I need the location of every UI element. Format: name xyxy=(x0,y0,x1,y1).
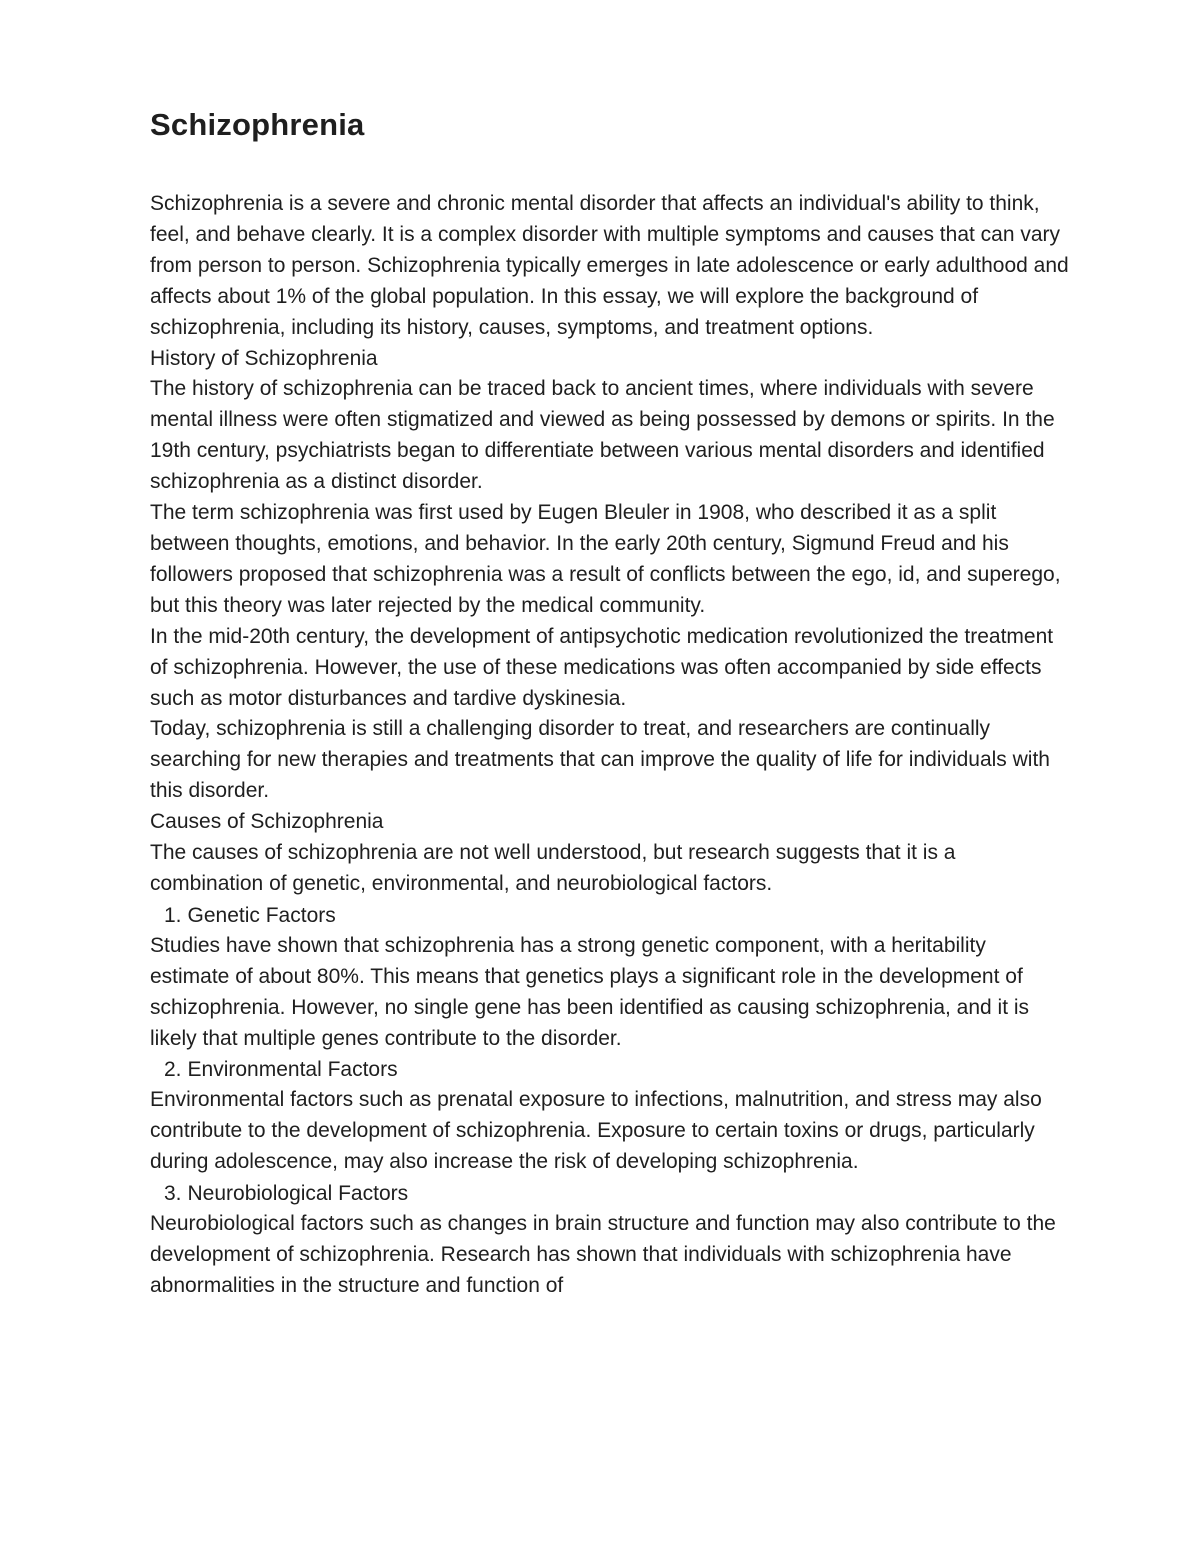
subheading-label: Genetic Factors xyxy=(187,903,336,927)
paragraph-history-today: Today, schizophrenia is still a challenging disorder to treat, and researchers are continually searching for new therapies and treatments that can improve the quality of life for individuals with this disorder. xyxy=(150,717,1050,803)
paragraph-environmental-factors: Environmental factors such as prenatal exposure to infections, malnutrition, and stress may also contribute to the development of schizophrenia. Exposure to certain toxins or drugs, particularly during adolescence, may also increase the risk of developing schizophrenia. xyxy=(150,1088,1042,1174)
subheading-label: Environmental Factors xyxy=(187,1058,398,1082)
list-number: 1. xyxy=(164,903,182,927)
subheading-label: Neurobiological Factors xyxy=(187,1182,409,1206)
paragraph-causes-intro: The causes of schizophrenia are not well understood, but research suggests that it is a combination of genetic, environmental, and neurobiological factors. xyxy=(150,841,956,895)
document-page xyxy=(150,102,1070,1302)
list-number: 2. xyxy=(164,1058,182,1082)
paragraph-history-mid-century: In the mid-20th century, the development of antipsychotic medication revolutionized the treatment of schizophrenia. However, the use of these medications was often accompanied by side effects such as motor disturbances and tardive dyskinesia. xyxy=(150,624,1054,710)
paragraph-history-ancient: The history of schizophrenia can be traced back to ancient times, where individuals with severe mental illness were often stigmatized and viewed as being possessed by demons or spirits. In the 19th century, psychiatrists began to differentiate between various mental disorders and identified schizophrenia as a distinct disorder. xyxy=(150,377,1055,494)
subheading-genetic-factors xyxy=(150,900,1070,931)
list-number: 3. xyxy=(164,1182,182,1206)
section-heading-history: History of Schizophrenia xyxy=(150,346,378,370)
subheading-environmental-factors xyxy=(150,1054,1070,1085)
section-heading-causes: Causes of Schizophrenia xyxy=(150,810,384,834)
document-title: Schizophrenia xyxy=(150,107,365,142)
paragraph-intro: Schizophrenia is a severe and chronic mental disorder that affects an individual's ability to think, feel, and behave clearly. It is a complex disorder with multiple symptoms and causes that can vary from person to person. Schizophrenia typically emerges in late adolescence or early adulthood and affects about 1% of the global population. In this essay, we will explore the background of schizophrenia, including its history, causes, symptoms, and treatment options. xyxy=(150,192,1069,339)
paragraph-neurobiological-factors: Neurobiological factors such as changes in brain structure and function may also contribute to the development of schizophrenia. Research has shown that individuals with schizophrenia have abnormalities in the structure and function of xyxy=(150,1212,1056,1297)
subheading-neurobiological-factors xyxy=(150,1178,1070,1209)
paragraph-history-bleuler: The term schizophrenia was first used by Eugen Bleuler in 1908, who described it as a split between thoughts, emotions, and behavior. In the early 20th century, Sigmund Freud and his followers proposed that schizophrenia was a result of conflicts between the ego, id, and superego, but this theory was later rejected by the medical community. xyxy=(150,501,1061,617)
paragraph-genetic-factors: Studies have shown that schizophrenia has a strong genetic component, with a heritability estimate of about 80%. This means that genetics plays a significant role in the development of schizophrenia. However, no single gene has been identified as causing schizophrenia, and it is likely that multiple genes contribute to the disorder. xyxy=(150,933,1030,1050)
